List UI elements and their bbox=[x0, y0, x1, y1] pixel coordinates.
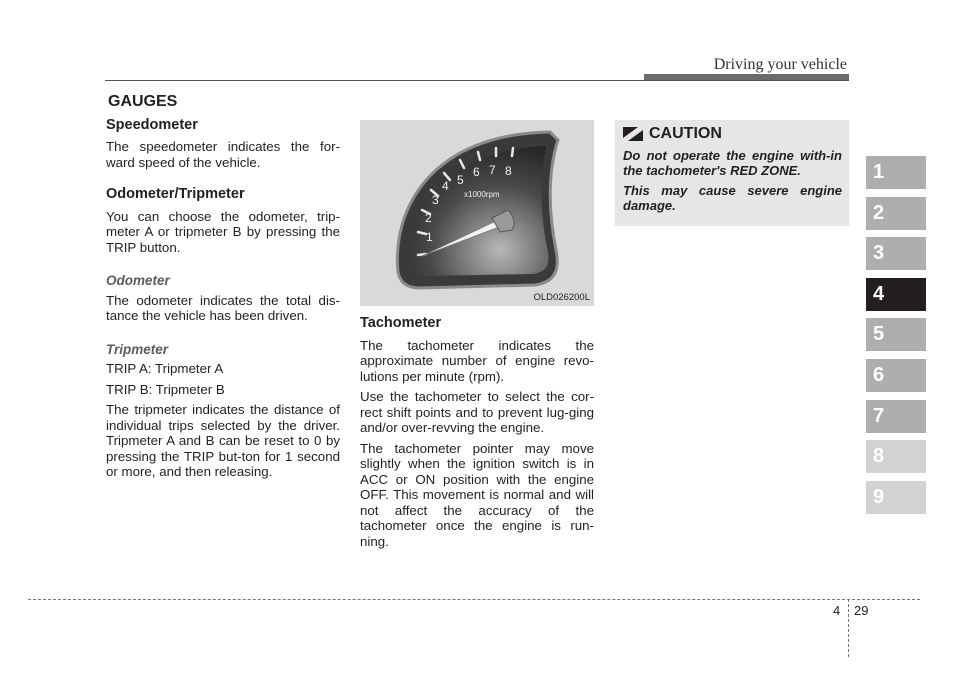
tachometer-heading: Tachometer bbox=[360, 315, 442, 331]
chapter-tab-3[interactable]: 3 bbox=[866, 237, 926, 270]
tick-label: 1 bbox=[426, 230, 433, 244]
footer-rule bbox=[28, 599, 920, 600]
chapter-tabs bbox=[866, 156, 926, 521]
left-column bbox=[106, 94, 340, 485]
odometer-tripmeter-heading: Odometer/Tripmeter bbox=[106, 186, 245, 202]
tachometer-para2: Use the tachometer to select the cor-rect shift points and to prevent lug-ging and/or over-revving the engine. bbox=[360, 389, 594, 435]
odometer-tripmeter-text: You can choose the odometer, trip-meter A or tripmeter B by pressing the TRIP button. bbox=[106, 208, 340, 255]
caution-title-row bbox=[623, 125, 842, 143]
tick-label: 4 bbox=[442, 179, 449, 193]
tick-label: 2 bbox=[425, 211, 432, 225]
tick-label: 7 bbox=[489, 163, 496, 177]
unit-label: x1000rpm bbox=[464, 190, 500, 199]
tripmeter-heading: Tripmeter bbox=[106, 341, 169, 357]
section-title: GAUGES bbox=[108, 93, 178, 110]
footer-divider bbox=[848, 599, 849, 657]
tick-label: 5 bbox=[457, 173, 464, 187]
tripmeter-text: The tripmeter indicates the distance of individual trips selected by the driver. Tripmeter A and B can be reset to 0 by pressing the TRIP but-ton for 1 second or more, and then releasing. bbox=[106, 402, 340, 479]
chapter-tab-5[interactable]: 5 bbox=[866, 318, 926, 351]
chapter-tab-6[interactable]: 6 bbox=[866, 359, 926, 392]
tick-label: 3 bbox=[432, 193, 439, 207]
page-number: 29 bbox=[854, 603, 869, 618]
speedometer-heading: Speedometer bbox=[106, 116, 198, 133]
running-header: Driving your vehicle bbox=[713, 56, 847, 73]
chapter-tab-9[interactable]: 9 bbox=[866, 481, 926, 514]
caution-line2: This may cause severe engine damage. bbox=[623, 183, 842, 213]
tick-label: 6 bbox=[473, 165, 480, 179]
tachometer-para3: The tachometer pointer may move slightly when the ignition switch is in ACC or ON position with the engine OFF. This movement is normal and will not affect the accuracy of the tachometer once the engine is run-ning. bbox=[360, 440, 594, 549]
tick-label: 8 bbox=[505, 164, 512, 178]
odometer-heading: Odometer bbox=[106, 273, 170, 288]
tachometer-illustration bbox=[360, 120, 594, 306]
chapter-tab-1[interactable]: 1 bbox=[866, 156, 926, 189]
caution-line1: Do not operate the engine with-in the tachometer's RED ZONE. bbox=[623, 148, 842, 178]
speedometer-text: The speedometer indicates the for-ward speed of the vehicle. bbox=[106, 139, 340, 170]
trip-a-line: TRIP A: Tripmeter A bbox=[106, 361, 224, 376]
header-bar bbox=[644, 74, 849, 80]
caution-title: CAUTION bbox=[649, 125, 722, 142]
header-rule bbox=[105, 80, 849, 81]
chapter-tab-2[interactable]: 2 bbox=[866, 197, 926, 230]
tachometer-para1: The tachometer indicates the approximate number of engine revo-lutions per minute (rpm). bbox=[360, 337, 594, 384]
chapter-tab-7[interactable]: 7 bbox=[866, 400, 926, 433]
tachometer-figure bbox=[360, 120, 594, 306]
odometer-text: The odometer indicates the total dis-tance the vehicle has been driven. bbox=[106, 292, 340, 323]
trip-b-line: TRIP B: Tripmeter B bbox=[106, 381, 225, 397]
figure-code: OLD026200L bbox=[533, 291, 590, 303]
chapter-tab-8[interactable]: 8 bbox=[866, 440, 926, 473]
caution-box bbox=[615, 120, 849, 226]
footer-chapter: 4 bbox=[833, 603, 841, 618]
middle-column bbox=[360, 120, 594, 554]
chapter-tab-4[interactable]: 4 bbox=[866, 278, 926, 311]
caution-icon bbox=[623, 127, 643, 141]
